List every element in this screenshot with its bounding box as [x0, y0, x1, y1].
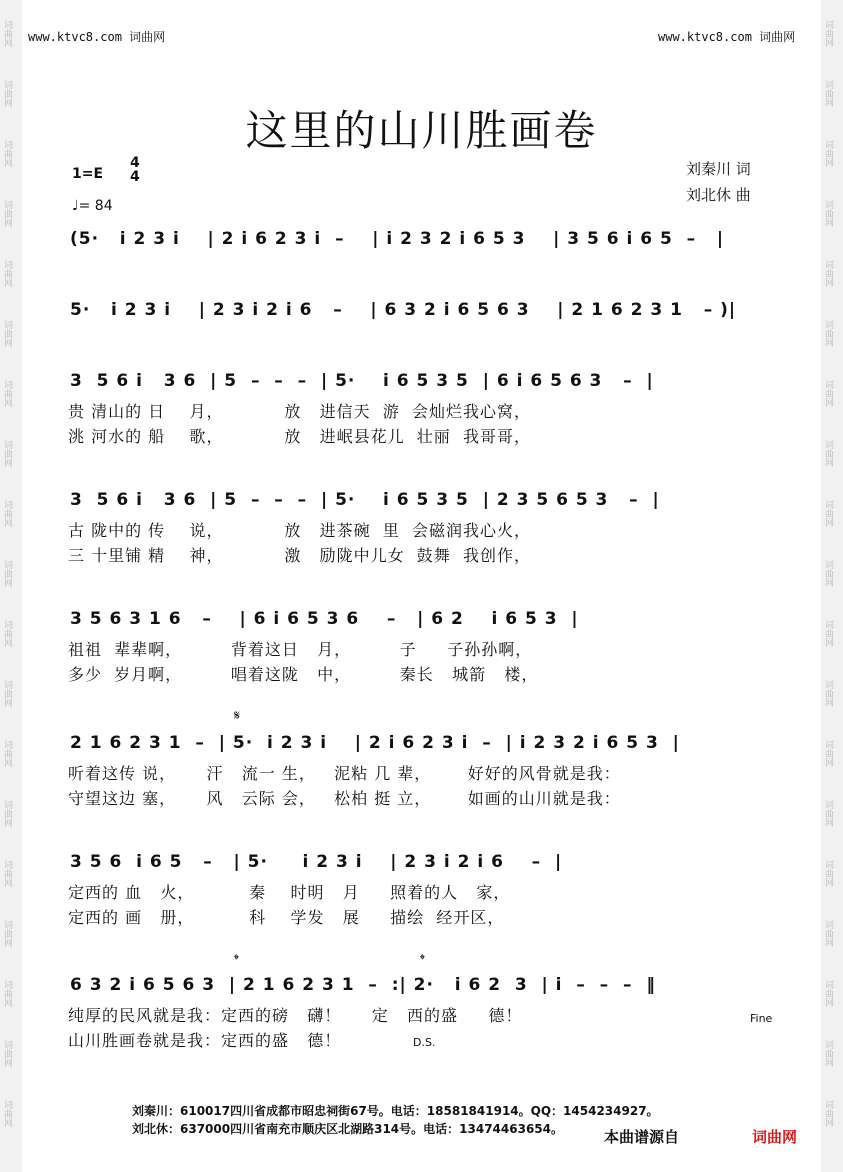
watermark-text: 词曲网: [823, 79, 833, 107]
composer-credit: 刘北休 曲: [686, 186, 751, 204]
watermark-text: 词曲网: [2, 559, 12, 587]
watermark-text: 词曲网: [2, 19, 12, 47]
watermark-text: 词曲网: [2, 499, 12, 527]
watermark-text: 词曲网: [823, 19, 833, 47]
notation-row: 5· i 2 3 i | 2 3 i 2 i 6 – | 6 3 2 i 6 5 6 3 | 2 1 6 2 3 1 – )|: [70, 300, 737, 320]
notation-row: 3 5 6 i 6 5 – | 5· i 2 3 i | 2 3 i 2 i 6 – |: [70, 852, 563, 872]
lyric-line: 三 十里铺 精 神， 激 励陇中儿女 鼓舞 我创作，: [68, 546, 531, 565]
watermark-text: 词曲网: [823, 499, 833, 527]
lyric-line: 多少 岁月啊， 唱着这陇 中， 秦长 城箭 楼，: [68, 665, 539, 684]
footer-contact-composer: 刘北休：637000四川省南充市顺庆区北湖路314号。电话：13474463654。: [132, 1122, 563, 1136]
time-signature: [130, 156, 140, 184]
watermark-text: 词曲网: [823, 739, 833, 767]
watermark-text: 词曲网: [823, 919, 833, 947]
watermark-text: 词曲网: [2, 919, 12, 947]
watermark-text: 词曲网: [2, 859, 12, 887]
watermark-text: 词曲网: [823, 379, 833, 407]
fine-marking: Fine: [750, 1012, 773, 1025]
song-title: 这里的山川胜画卷: [245, 106, 598, 155]
notation-row: 3 5 6 i 3 6 | 5 – – – | 5· i 6 5 3 5 | 6 i 6 5 6 3 – |: [70, 371, 654, 391]
watermark-text: 词曲网: [823, 679, 833, 707]
watermark-text: 词曲网: [2, 139, 12, 167]
lyric-line: 贵 清山的 日 月， 放 进信天 游 会灿烂我心窝，: [68, 402, 531, 421]
notation-row: 3 5 6 i 3 6 | 5 – – – | 5· i 6 5 3 5 | 2 3 5 6 5 3 – |: [70, 490, 660, 510]
watermark-text: 词曲网: [823, 1039, 833, 1067]
watermark-text: 词曲网: [823, 199, 833, 227]
lyric-line: 洮 河水的 船 歌， 放 进岷县花儿 壮丽 我哥哥，: [68, 427, 531, 446]
watermark-text: 词曲网: [2, 619, 12, 647]
notation-row: 3 5 6 3 1 6 – | 6 i 6 5 3 6 – | 6 2 i 6 5 3 |: [70, 609, 579, 629]
notation-row: 6 3 2 i 6 5 6 3 | 2 1 6 2 3 1 – :| 2· i 6 2 3 | i – – – ‖: [70, 975, 656, 995]
watermark-text: 词曲网: [823, 439, 833, 467]
segno-sign: 𝄋: [234, 708, 241, 724]
coda-sign-2: 𝄌: [420, 952, 425, 968]
watermark-text: 词曲网: [2, 739, 12, 767]
lyric-line: 山川胜画卷就是我：定西的盛 德！: [68, 1031, 342, 1050]
lyric-line: 守望这边 塞， 风 云际 会， 松柏 挺 立， 如画的山川就是我：: [68, 789, 621, 808]
header-url-left[interactable]: www.ktvc8.com 词曲网: [28, 30, 166, 44]
watermark-text: 词曲网: [2, 259, 12, 287]
lyricist-credit: 刘秦川 词: [686, 160, 751, 178]
time-signature-bottom: 4: [130, 169, 140, 185]
left-watermark-strip: [0, 0, 22, 1172]
watermark-text: 词曲网: [823, 259, 833, 287]
brand-logo-text[interactable]: 词曲网: [752, 1128, 798, 1146]
lyric-line: 定西的 画 册， 科 学发 展 描绘 经开区，: [68, 908, 505, 927]
notation-row: (5· i 2 3 i | 2 i 6 2 3 i – | i 2 3 2 i 6 5 3 | 3 5 6 i 6 5 – |: [70, 229, 725, 249]
watermark-text: 词曲网: [823, 859, 833, 887]
watermark-text: 词曲网: [2, 319, 12, 347]
watermark-text: 词曲网: [823, 559, 833, 587]
header-url-right[interactable]: www.ktvc8.com 词曲网: [658, 30, 796, 44]
lyric-line: 古 陇中的 传 说， 放 进茶碗 里 会磁润我心火，: [68, 521, 531, 540]
coda-sign-1: 𝄌: [234, 952, 239, 968]
lyric-line: 定西的 血 火， 秦 时明 月 照着的人 家，: [68, 883, 511, 902]
notation-row: 2 1 6 2 3 1 – | 5· i 2 3 i | 2 i 6 2 3 i – | i 2 3 2 i 6 5 3 |: [70, 733, 680, 753]
watermark-text: 词曲网: [2, 1099, 12, 1127]
key-signature: 1=E: [72, 166, 104, 182]
watermark-text: 词曲网: [2, 799, 12, 827]
watermark-text: 词曲网: [2, 679, 12, 707]
time-signature-top: 4: [130, 155, 140, 171]
watermark-text: 词曲网: [2, 979, 12, 1007]
watermark-text: 词曲网: [2, 379, 12, 407]
lyric-line: 祖祖 辈辈啊， 背着这日 月， 子 子孙孙啊，: [68, 640, 533, 659]
watermark-text: 词曲网: [823, 979, 833, 1007]
tempo-marking: ♩= 84: [72, 198, 113, 214]
right-watermark-strip: [821, 0, 843, 1172]
watermark-text: 词曲网: [2, 1039, 12, 1067]
watermark-text: 词曲网: [2, 79, 12, 107]
watermark-text: 词曲网: [2, 199, 12, 227]
footer-contact-lyricist: 刘秦川：610017四川省成都市昭忠祠街67号。电话：18581841914。QQ：1454234927。: [132, 1104, 659, 1118]
watermark-text: 词曲网: [823, 619, 833, 647]
lyric-line: 纯厚的民风就是我：定西的磅 礴！ 定 西的盛 德！: [68, 1006, 523, 1025]
source-label: 本曲谱源自: [604, 1128, 680, 1146]
lyric-line: 听着这传 说， 汗 流一 生， 泥粘 几 辈， 好好的风骨就是我：: [68, 764, 621, 783]
watermark-text: 词曲网: [823, 799, 833, 827]
watermark-text: 词曲网: [2, 439, 12, 467]
watermark-text: 词曲网: [823, 139, 833, 167]
watermark-text: 词曲网: [823, 319, 833, 347]
watermark-text: 词曲网: [823, 1099, 833, 1127]
ds-marking: D.S.: [413, 1036, 436, 1049]
